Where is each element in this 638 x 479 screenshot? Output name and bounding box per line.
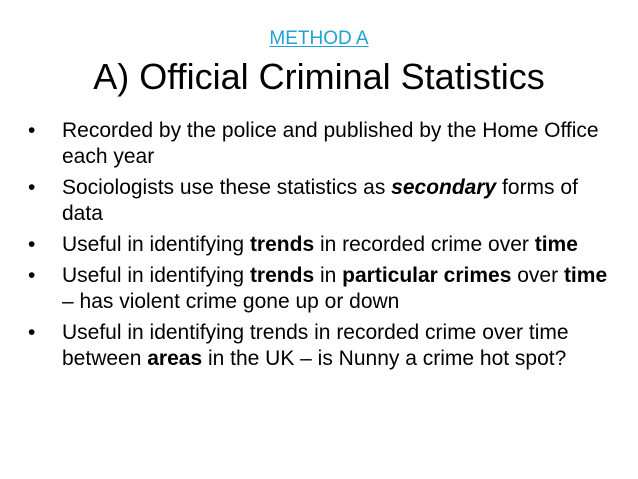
bullet-text-segment: forms of data xyxy=(62,176,578,225)
bullet-item xyxy=(28,263,624,315)
emphasis-trends: trends xyxy=(249,233,315,256)
bullet-icon: • xyxy=(28,233,36,256)
bullet-text-segment: Useful in identifying trends in recorded crime over time between xyxy=(62,321,569,370)
bullet-text-segment: Useful in identifying xyxy=(62,264,250,287)
bullet-item xyxy=(28,118,624,170)
bullet-text-segment: Useful in identifying xyxy=(62,233,250,256)
emphasis-secondary: secondary xyxy=(391,176,497,199)
bullet-item xyxy=(28,232,624,258)
bullet-text-segment: Recorded by the police and published by the Home Office each year xyxy=(62,119,599,168)
slide-title: A) Official Criminal Statistics xyxy=(93,56,545,97)
bullet-text-segment: over xyxy=(511,264,564,287)
bullet-text-segment: in the UK – is Nunny a crime hot spot? xyxy=(202,347,567,370)
bullet-icon: • xyxy=(28,176,36,199)
bullet-text-segment: Sociologists use these statistics as xyxy=(62,176,392,199)
method-label: METHOD A xyxy=(269,28,369,49)
emphasis-trends: trends xyxy=(249,264,315,287)
bullet-text-segment: in xyxy=(314,264,343,287)
bullet-icon: • xyxy=(28,321,36,344)
bullet-item xyxy=(28,175,624,227)
emphasis-areas: areas xyxy=(147,347,203,370)
emphasis-particular-crimes: particular crimes xyxy=(342,264,512,287)
emphasis-time: time xyxy=(563,264,608,287)
bullet-text-segment: in recorded crime over xyxy=(314,233,535,256)
bullet-list xyxy=(28,118,624,377)
bullet-text-segment: – has violent crime gone up or down xyxy=(62,290,400,313)
bullet-item xyxy=(28,320,624,372)
bullet-icon: • xyxy=(28,119,36,142)
emphasis-time: time xyxy=(534,233,578,256)
bullet-icon: • xyxy=(28,264,36,287)
